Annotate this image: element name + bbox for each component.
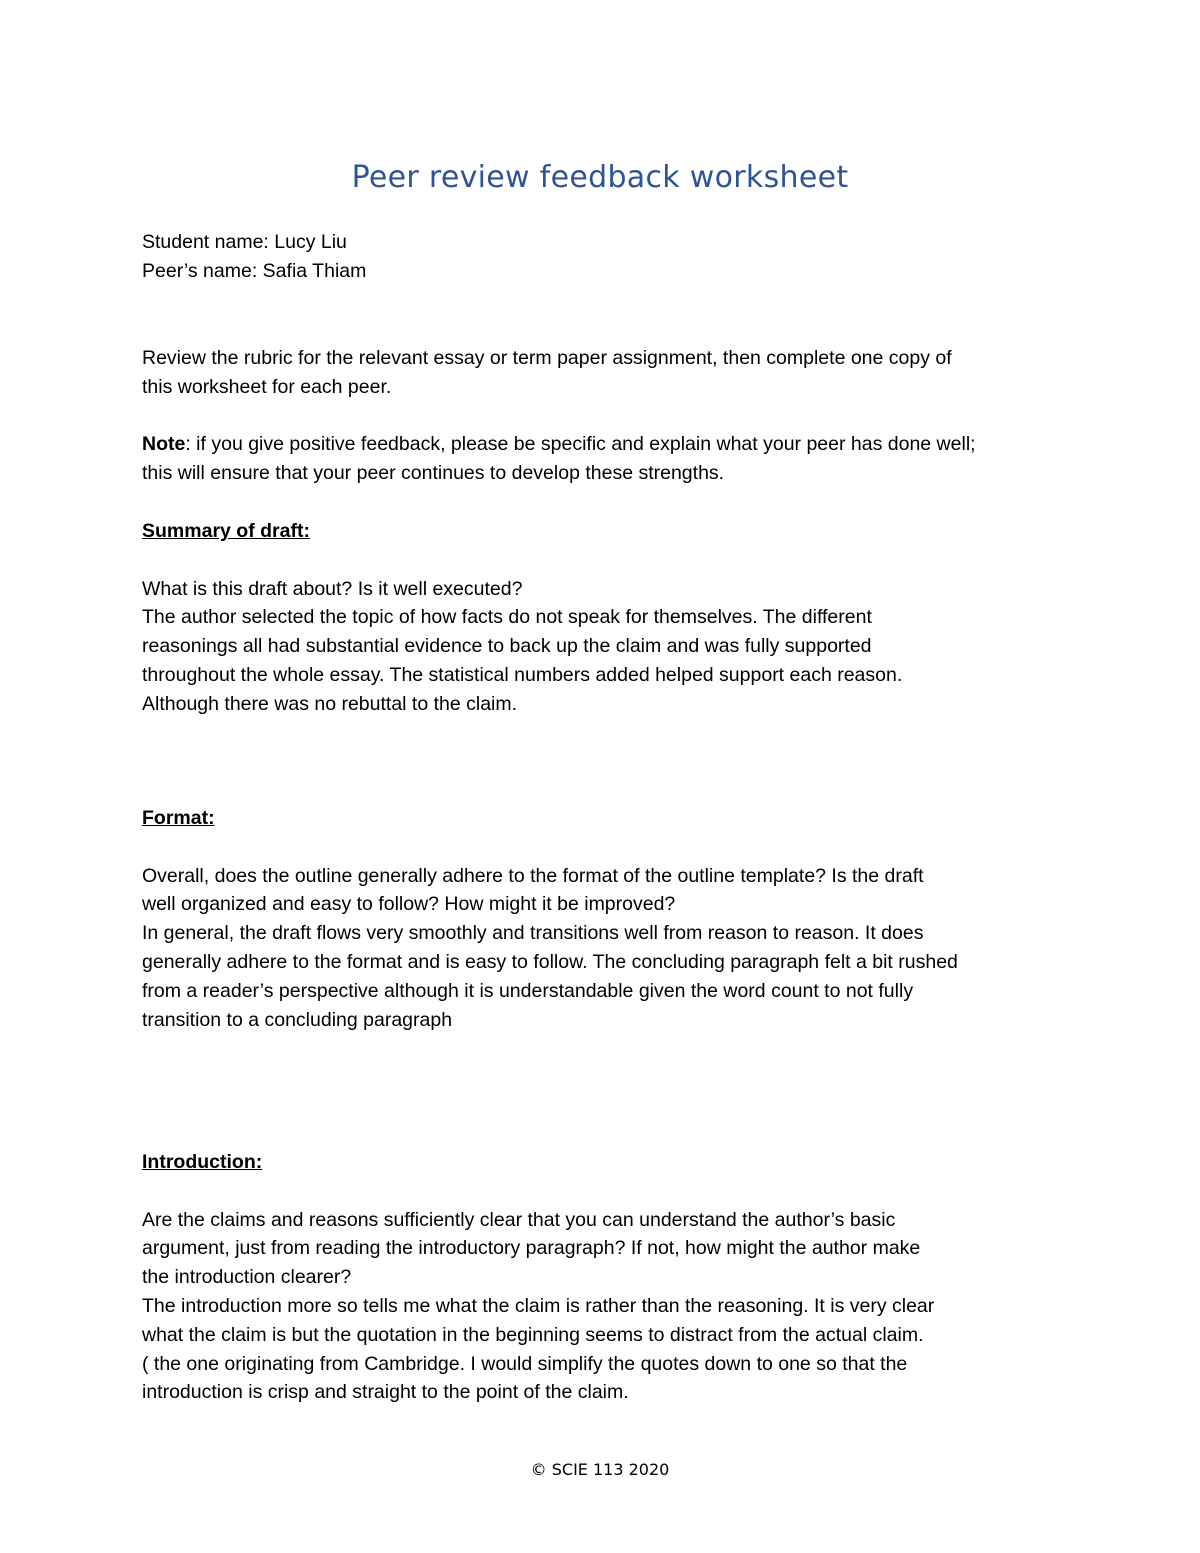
section-heading: Introduction: — [142, 1151, 263, 1173]
student-name: Student name: Lucy Liu — [142, 231, 347, 253]
page-footer: © SCIE 113 2020 — [530, 1460, 670, 1479]
section-answer: reasonings all had substantial evidence to back up the claim and was fully supported — [142, 635, 872, 658]
page-title: Peer review feedback worksheet — [351, 160, 849, 195]
section-answer: The author selected the topic of how facts do not speak for themselves. The different — [142, 606, 872, 629]
section-question: What is this draft about? Is it well executed? — [142, 577, 523, 600]
note-block — [142, 430, 1082, 488]
section-heading: Summary of draft: — [142, 520, 310, 542]
note-label: Note — [142, 433, 186, 455]
section-question: the introduction clearer? — [142, 1266, 352, 1289]
section-answer: ( the one originating from Cambridge. I would simplify the quotes down to one so that the — [142, 1352, 908, 1375]
section-heading: Format: — [142, 807, 215, 829]
section-question: well organized and easy to follow? How might it be improved? — [142, 893, 676, 916]
instructions-line: this worksheet for each peer. — [142, 375, 392, 398]
section-summary — [142, 517, 1082, 719]
section-answer: transition to a concluding paragraph — [142, 1008, 453, 1031]
section-answer: Although there was no rebuttal to the claim. — [142, 692, 518, 715]
header-block — [142, 228, 1082, 286]
section-answer: generally adhere to the format and is easy to follow. The concluding paragraph felt a bit rushed — [142, 950, 958, 973]
note-line: this will ensure that your peer continues to develop these strengths. — [142, 461, 725, 484]
section-answer: introduction is crisp and straight to the point of the claim. — [142, 1381, 629, 1404]
peer-name: Peer’s name: Safia Thiam — [142, 259, 367, 282]
section-format — [142, 804, 1082, 1034]
section-answer: throughout the whole essay. The statistical numbers added helped support each reason. — [142, 663, 903, 686]
section-question: Overall, does the outline generally adhere to the format of the outline template? Is the draft — [142, 864, 924, 887]
section-answer: from a reader’s perspective although it is understandable given the word count to not fully — [142, 979, 914, 1002]
note-line — [142, 430, 1082, 459]
section-introduction — [142, 1148, 1082, 1407]
note-text: : if you give positive feedback, please be specific and explain what your peer has done well; — [185, 433, 976, 455]
instructions-block — [142, 344, 1082, 402]
section-question: Are the claims and reasons sufficiently clear that you can understand the author’s basic — [142, 1208, 896, 1231]
section-answer: The introduction more so tells me what the claim is rather than the reasoning. It is very clear — [142, 1294, 935, 1317]
section-answer: what the claim is but the quotation in the beginning seems to distract from the actual claim. — [142, 1323, 924, 1346]
section-question: argument, just from reading the introductory paragraph? If not, how might the author make — [142, 1237, 921, 1260]
section-answer: In general, the draft flows very smoothly and transitions well from reason to reason. It does — [142, 922, 924, 945]
instructions-line: Review the rubric for the relevant essay or term paper assignment, then complete one copy of — [142, 347, 952, 369]
